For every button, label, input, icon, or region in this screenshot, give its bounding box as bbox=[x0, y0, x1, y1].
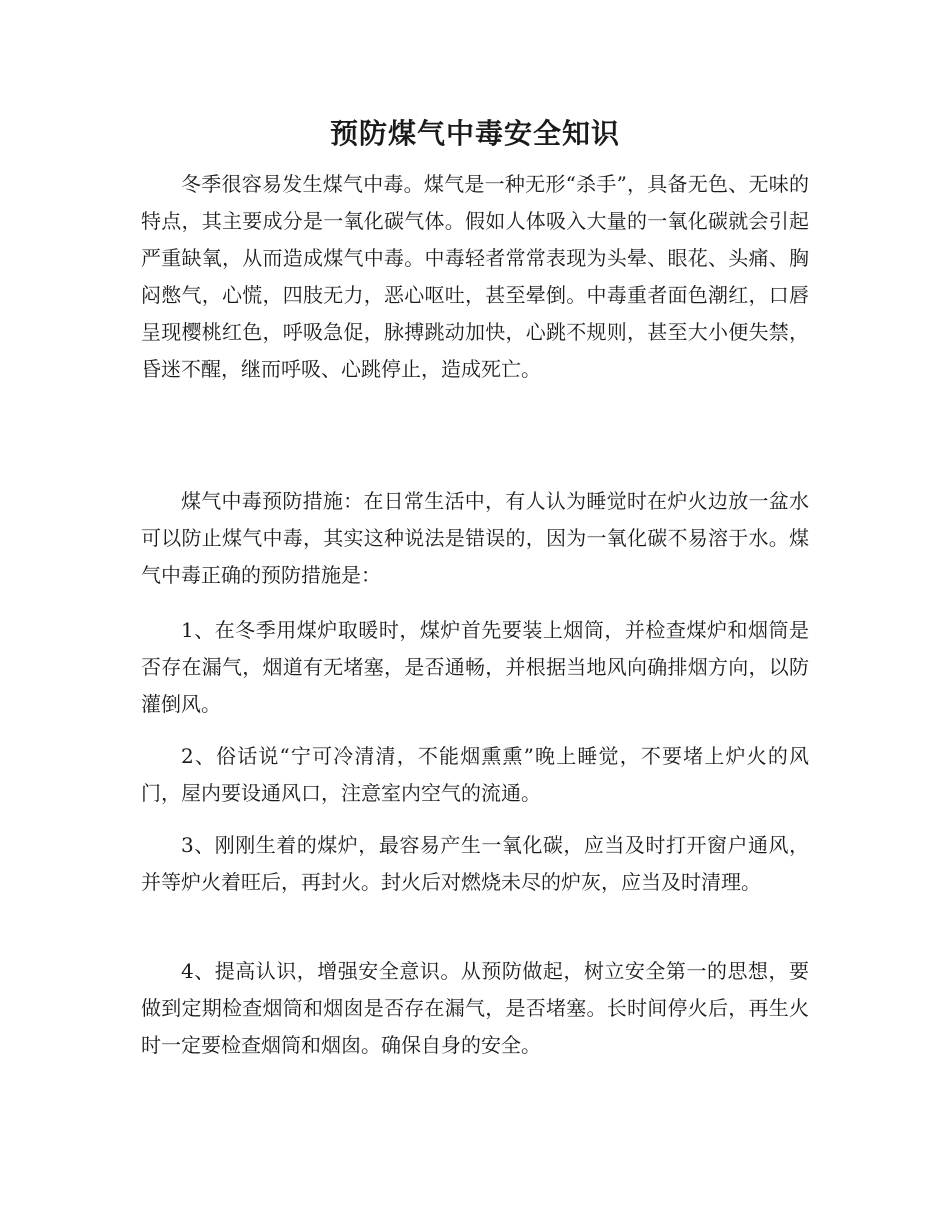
paragraph-intro: 冬季很容易发生煤气中毒。煤气是一种无形“杀手”，具备无色、无味的特点，其主要成分是一氧化碳气体。假如人体吸入大量的一氧化碳就会引起严重缺氧，从而造成煤气中毒。中毒轻者常常表现为头晕、眼花、头痛、胸闷憋气，心慌，四肢无力，恶心呕吐，甚至晕倒。中毒重者面色潮红，口唇呈现樱桃红色，呼吸急促，脉搏跳动加快，心跳不规则，甚至大小便失禁，昏迷不醒，继而呼吸、心跳停止，造成死亡。 bbox=[141, 172, 809, 381]
paragraph-measure-4: 4、提高认识，增强安全意识。从预防做起，树立安全第一的思想，要做到定期检查烟筒和烟囱是否存在漏气，是否堵塞。长时间停火后，再生火时一定要检查烟筒和烟囱。确保自身的安全。 bbox=[141, 959, 809, 1057]
document-title: 预防煤气中毒安全知识 bbox=[329, 117, 620, 150]
paragraph-measure-1: 1、在冬季用煤炉取暖时，煤炉首先要装上烟筒，并检查煤炉和烟筒是否存在漏气，烟道有无堵塞，是否通畅，并根据当地风向确排烟方向，以防灌倒风。 bbox=[141, 618, 809, 716]
paragraph-measure-2: 2、俗话说“宁可冷清清，不能烟熏熏”晚上睡觉，不要堵上炉火的风门，屋内要设通风口，注意室内空气的流通。 bbox=[141, 744, 809, 805]
paragraph-measure-3: 3、刚刚生着的煤炉，最容易产生一氧化碳，应当及时打开窗户通风，并等炉火着旺后，再封火。封火后对燃烧未尽的炉灰，应当及时清理。 bbox=[141, 833, 809, 894]
paragraph-prevention-measures: 煤气中毒预防措施：在日常生活中，有人认为睡觉时在炉火边放一盆水可以防止煤气中毒，其实这种说法是错误的，因为一氧化碳不易溶于水。煤气中毒正确的预防措施是： bbox=[141, 489, 809, 587]
